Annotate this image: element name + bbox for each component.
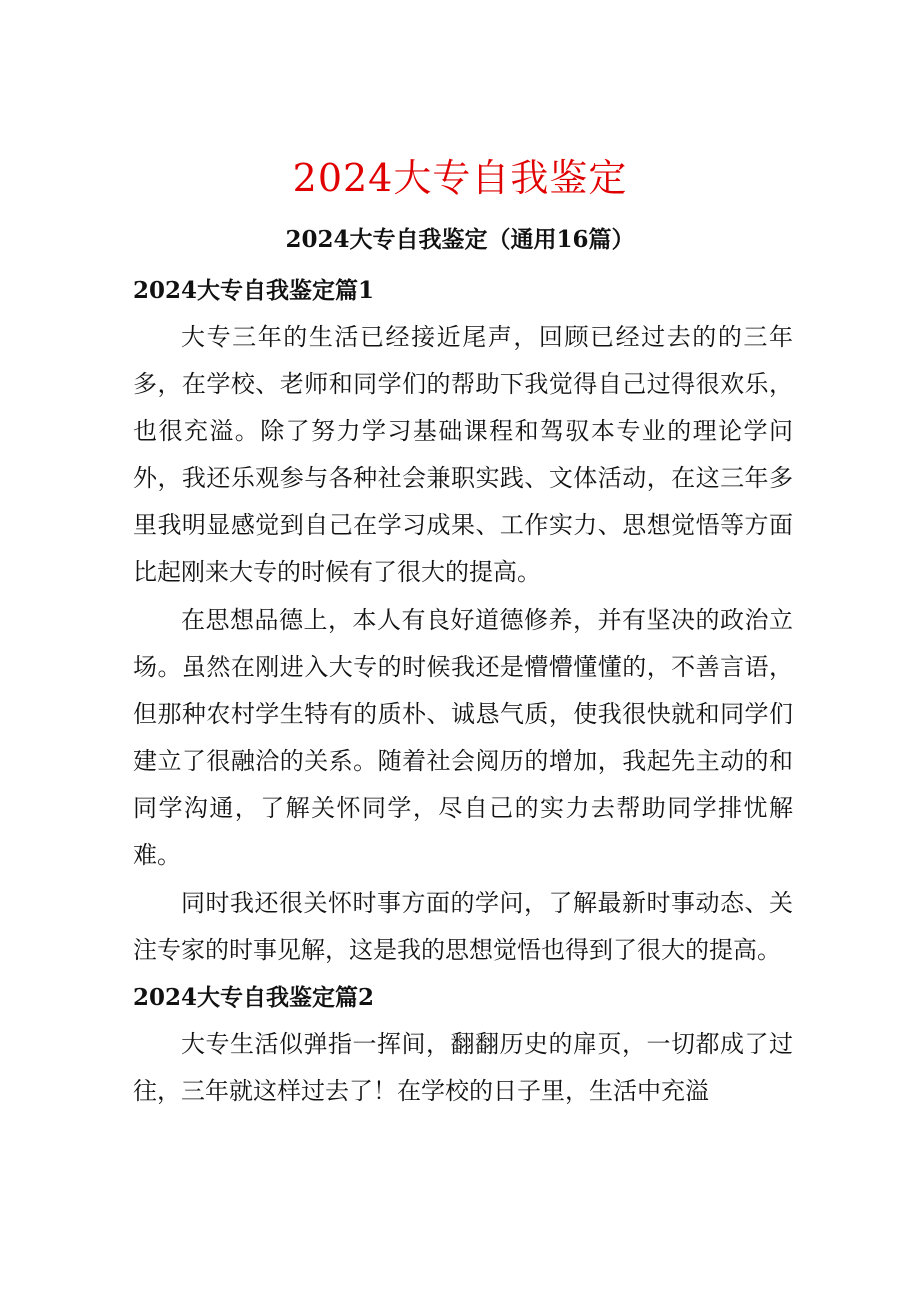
paragraph: 大专三年的生活已经接近尾声，回顾已经过去的的三年多，在学校、老师和同学们的帮助下我觉得自己过得很欢乐，也很充溢。除了努力学习基础课程和驾驭本专业的理论学问外，我还乐观参与各种社会兼职实践、文体活动，在这三年多里我明显感觉到自己在学习成果、工作实力、思想觉悟等方面比起刚来大专的时候有了很大的提高。 [133, 323, 793, 586]
section-2 [133, 975, 793, 1115]
paragraph: 同时我还很关怀时事方面的学问，了解最新时事动态、关注专家的时事见解，这是我的思想觉悟也得到了很大的提高。 [133, 889, 793, 964]
paragraph: 大专生活似弹指一挥间，翻翻历史的扉页，一切都成了过往，三年就这样过去了！在学校的日子里，生活中充溢 [133, 1030, 793, 1105]
section-heading: 2024大专自我鉴定篇1 [133, 277, 375, 304]
section-heading: 2024大专自我鉴定篇2 [133, 984, 375, 1011]
section-1 [133, 268, 793, 974]
document-title: 2024大专自我鉴定 [292, 156, 628, 200]
paragraph: 在思想品德上，本人有良好道德修养，并有坚决的政治立场。虽然在刚进入大专的时候我还是懵懵懂懂的，不善言语，但那种农村学生特有的质朴、诚恳气质，使我很快就和同学们建立了很融洽的关系。随着社会阅历的增加，我起先主动的和同学沟通，了解关怀同学，尽自己的实力去帮助同学排忧解难。 [133, 606, 793, 869]
document-subtitle: 2024大专自我鉴定（通用16篇） [285, 226, 635, 253]
document-body [133, 268, 793, 1116]
